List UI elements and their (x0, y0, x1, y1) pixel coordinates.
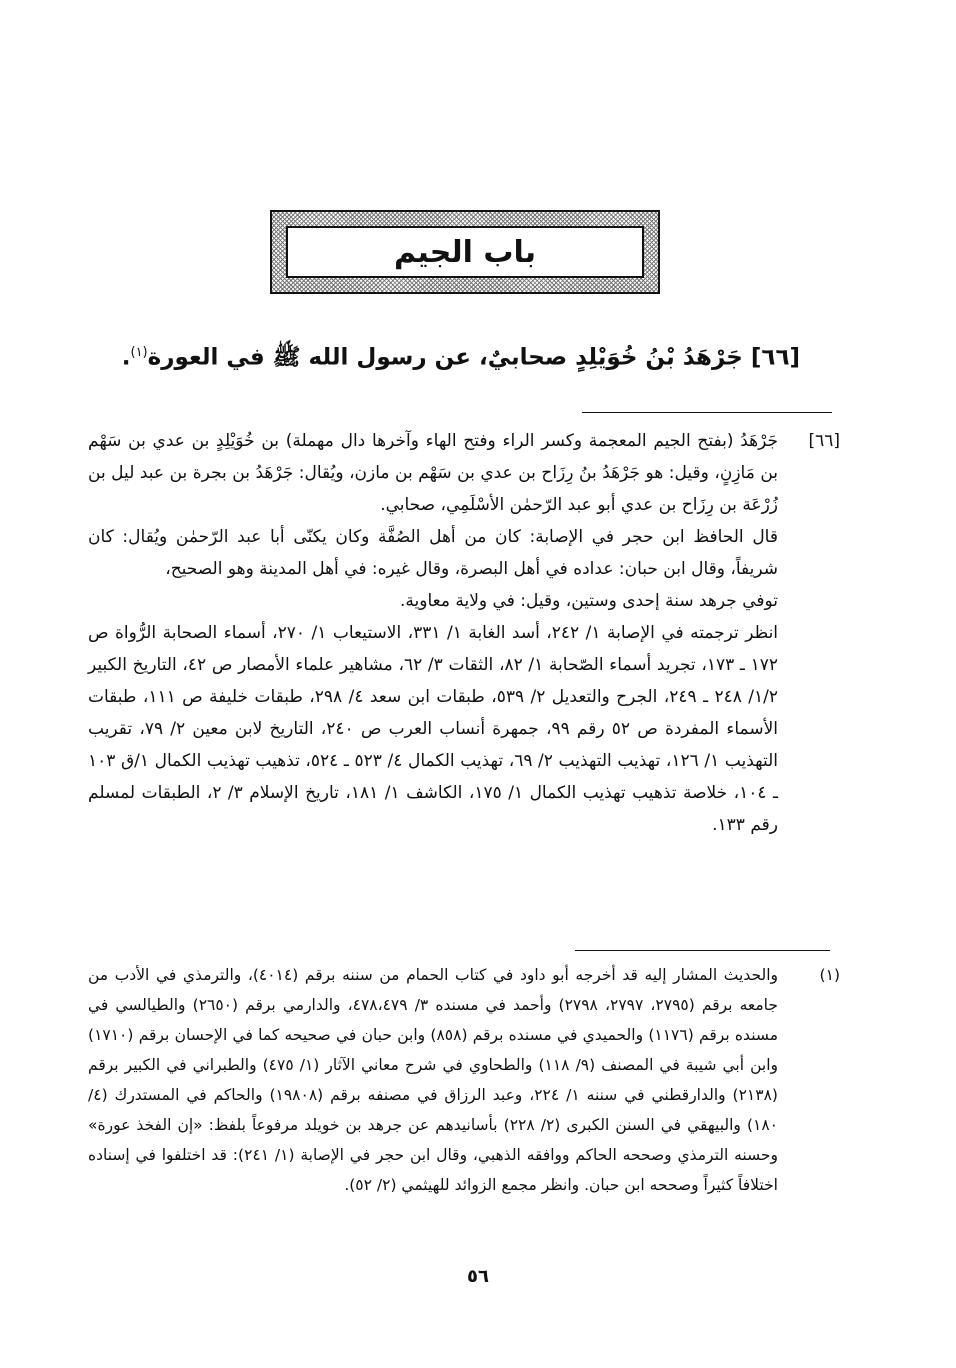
footnote-block (88, 960, 840, 1200)
page-number: ٥٦ (467, 1266, 489, 1287)
footnote-text: والحديث المشار إليه قد أخرجه أبو داود في كتاب الحمام من سننه برقم (٤٠١٤)، والترمذي في الأدب من جامعه برقم (٢٧٩٥، ٢٧٩٧، ٢٧٩٨) وأحمد في مسنده ٣/ ٤٧٨،٤٧٩، والدارمي برقم (٢٦٥٠) والطيالسي في مسنده برقم (١١٧٦) والحميدي في مسنده برقم (٨٥٨) وابن حبان في صحيحه كما في الإحسان برقم (١٧١٠) وابن أبي شيبة في المصنف (٩/ ١١٨) والطحاوي في شرح معاني الآثار (١/ ٤٧٥) والطبراني في الكبير برقم (٢١٣٨) والدارقطني في سننه ١/ ٢٢٤، وعبد الرزاق في مصنفه برقم (١٩٨٠٨) والحاكم في المستدرك (٤/ ١٨٠) والبيهقي في السنن الكبرى (٢/ ٢٢٨) بأسانيدهم عن جرهد بن خويلد مرفوعاً بلفظ: «إن الفخذ عورة» وحسنه الترمذي وصححه الحاكم ووافقه الذهبي، وقال ابن حجر في الإصابة (١/ ٢٤١): قد اختلفوا في إسناده اختلافاً كثيراً وصححه ابن حبان. وانظر مجمع الزوائد للهيثمي (٢/ ٥٢). (88, 966, 779, 1194)
commentary-paragraph: توفي جرهد سنة إحدى وستين، وقيل: في ولاية معاوية. (400, 591, 778, 611)
commentary-block (88, 425, 840, 841)
entry-heading (100, 330, 800, 381)
footnote-separator (575, 950, 830, 951)
chapter-title-frame (270, 210, 660, 294)
commentary-paragraph: انظر ترجمته في الإصابة ١/ ٢٤٢، أسد الغابة ١/ ٣٣١، الاستيعاب ١/ ٢٧٠، أسماء الصحابة الرُّواة ص ١٧٢ ـ ١٧٣، تجريد أسماء الصّحابة ١/ ٨٢، الثقات ٣/ ٦٢، مشاهير علماء الأمصار ص ٤٢، التاريخ الكبير ١/٢/ ٢٤٨ ـ ٢٤٩، الجرح والتعديل ٢/ ٥٣٩، طبقات ابن سعد ٤/ ٢٩٨، طبقات خليفة ص ١١١، طبقات الأسماء المفردة ص ٥٢ رقم ٩٩، جمهرة أنساب العرب ص ٢٤٠، التاريخ لابن معين ٢/ ٧٩، تقريب التهذيب ١/ ١٢٦، تهذيب التهذيب ٢/ ٦٩، تهذيب الكمال ٤/ ٥٢٣ ـ ٥٢٤، تذهيب تهذيب الكمال ١/ق ١٠٣ ـ ١٠٤، خلاصة تذهيب تهذيب الكمال ١/ ١٧٥، الكاشف ١/ ١٨١، تاريخ الإسلام ٣/ ٢، الطبقات لمسلم رقم ١٣٣. (88, 623, 779, 835)
chapter-title: باب الجيم (393, 234, 537, 270)
entry-heading-text: [٦٦] جَرْهَدُ بْنُ خُوَيْلِدٍ صحابيٌ، عن رسول الله ﷺ في العورة (147, 344, 800, 371)
commentary-separator (582, 412, 832, 413)
commentary-number: [٦٦] (808, 431, 840, 451)
commentary-paragraph: جَرْهَدُ (بفتح الجيم المعجمة وكسر الراء وفتح الهاء وآخرها دال مهملة) بن خُوَيْلِدٍ بن عدي بن سَهْم بن مَازِنٍ، وقيل: هو جَرْهَدُ بنُ رِزَاح بن عدي بن سَهْم بن مازن، ويُقال: جَرْهَدُ بن بجرة بن عبد ليل بن زُرْعَة بن رِزَاح بن عدي أبو عبد الرّحمٰن الأسْلَمِي، صحابي. (88, 431, 778, 515)
chapter-title-box (286, 226, 644, 278)
commentary-paragraph: قال الحافظ ابن حجر في الإصابة: كان من أهل الصُفَّة وكان يكنّى أبا عبد الرّحمٰن ويُقال: كان شريفاً، وقال ابن حبان: عداده في أهل البصرة، وقال غيره: في أهل المدينة وهو الصحيح، (88, 527, 778, 579)
entry-heading-period: . (121, 344, 131, 371)
footnote-marker: (١) (130, 345, 148, 360)
commentary-body (88, 425, 778, 841)
footnote-number: (١) (819, 966, 840, 984)
